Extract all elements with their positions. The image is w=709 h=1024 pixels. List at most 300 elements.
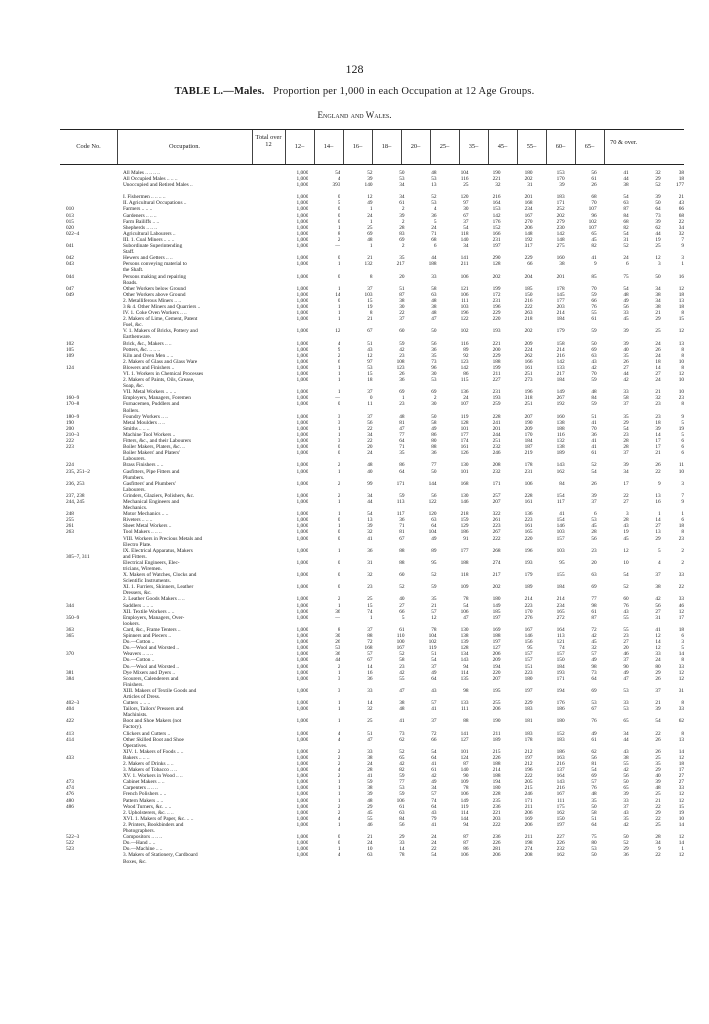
age-value-cell: 36 xyxy=(591,431,597,438)
age-value-cell: 103 xyxy=(556,547,565,554)
age-value-cell: 1 xyxy=(337,602,341,609)
age-value-cell: 231 xyxy=(492,236,501,243)
age-value-cell: 60 xyxy=(623,596,629,603)
age-value-cell: 219 xyxy=(524,450,533,457)
occupation-cell: Furnacemen, Puddlers and xyxy=(122,401,180,408)
age-value-cell: 160 xyxy=(556,255,565,262)
age-value-cell: 26 xyxy=(591,480,597,487)
total-cell: 1,000 xyxy=(296,821,309,828)
age-value-cell: 13 xyxy=(655,529,661,536)
age-value-cell: 157 xyxy=(556,651,565,658)
age-value-cell: 184 xyxy=(556,584,565,591)
age-value-cell: 61 xyxy=(591,736,597,743)
age-value-cell: 51 xyxy=(591,815,597,822)
total-cell: 1,000 xyxy=(296,316,309,323)
age-value-cell: 0 xyxy=(337,450,341,457)
age-value-cell: 24 xyxy=(655,352,661,359)
age-value-cell: 15 xyxy=(367,371,373,377)
age-value-cell: 132 xyxy=(364,261,373,268)
total-cell: 1,000 xyxy=(296,462,309,469)
header-age-20: 20– xyxy=(410,143,421,150)
header-total: Total over 12 xyxy=(255,134,282,148)
occupation-cell: I. Fishermen .. .. .. .. xyxy=(122,194,166,201)
total-cell: 1,000 xyxy=(296,200,309,207)
occupation-cell: Brick, &c., Makers .. .. xyxy=(122,340,172,347)
age-value-cell: 22 xyxy=(623,492,629,499)
age-value-cell: 27 xyxy=(655,608,661,615)
age-value-cell: 165 xyxy=(556,608,565,615)
occupation-cell: Do.—Cotton .. xyxy=(122,657,155,664)
age-value-cell: 58 xyxy=(431,419,437,426)
age-value-cell: 100 xyxy=(396,639,405,646)
age-value-cell: 13 xyxy=(678,736,684,743)
age-value-cell: 123 xyxy=(396,364,405,371)
age-value-cell: 33 xyxy=(623,797,629,804)
age-value-cell: 33 xyxy=(367,748,373,755)
age-value-cell: 31 xyxy=(527,182,533,189)
age-value-cell: 99 xyxy=(367,480,373,487)
age-value-cell: 24 xyxy=(655,340,661,347)
age-value-cell: 2 xyxy=(337,754,341,761)
age-value-cell: 63 xyxy=(399,809,405,816)
age-value-cell: 34 xyxy=(431,785,437,792)
age-value-cell: 18 xyxy=(678,291,684,298)
age-value-cell: 78 xyxy=(431,626,437,633)
age-value-cell: 55 xyxy=(367,815,373,822)
age-value-cell: 226 xyxy=(492,754,501,761)
age-value-cell: 177 xyxy=(460,547,469,554)
age-value-cell: 44 xyxy=(623,371,629,377)
age-value-cell: 57 xyxy=(431,791,437,798)
age-value-cell: 94 xyxy=(463,821,469,828)
age-value-cell: 9 xyxy=(657,846,661,853)
occupation-cell: Riveters .. .. .. xyxy=(122,517,153,524)
age-value-cell: 14 xyxy=(399,846,405,853)
age-value-cell: 12 xyxy=(367,194,373,201)
age-value-cell: 232 xyxy=(492,444,501,451)
age-value-cell: 73 xyxy=(591,669,597,676)
age-value-cell: 14 xyxy=(655,431,661,438)
code-cell xyxy=(60,859,123,865)
age-value-cell: 73 xyxy=(399,730,405,737)
age-value-cell: 246 xyxy=(492,450,501,457)
age-value-cell: 180 xyxy=(524,675,533,682)
code-cell: 015 xyxy=(66,218,74,225)
age-value-cell: 87 xyxy=(463,834,469,841)
age-value-cell: 37 xyxy=(655,572,661,579)
code-cell: 190 xyxy=(66,419,74,426)
age-value-cell: 53 xyxy=(591,846,597,853)
occupation-cell: Brass Finishers .. .. xyxy=(122,462,164,469)
occupation-cell: VIII. Workers in Precious Metals and xyxy=(122,535,203,542)
age-value-cell: 3 xyxy=(681,639,684,646)
age-value-cell: 21 xyxy=(655,310,661,317)
table-row xyxy=(60,328,684,334)
age-value-cell: 197 xyxy=(556,821,565,828)
age-value-cell: 211 xyxy=(492,371,501,377)
age-value-cell: 10 xyxy=(367,846,373,853)
age-value-cell: 188 xyxy=(460,559,469,566)
age-value-cell: 63 xyxy=(367,852,373,859)
age-value-cell: 35 xyxy=(623,352,629,359)
age-value-cell: 78 xyxy=(399,852,405,859)
age-value-cell: 5 xyxy=(681,645,684,652)
age-value-cell: 4 xyxy=(337,730,341,737)
total-cell: 1,000 xyxy=(296,730,309,737)
age-value-cell: 207 xyxy=(492,498,501,505)
code-cell: 263 xyxy=(66,529,74,536)
age-value-cell: 6 xyxy=(593,511,597,518)
age-value-cell: 32 xyxy=(367,706,373,713)
age-value-cell: 211 xyxy=(460,261,469,268)
age-value-cell xyxy=(437,859,469,865)
age-value-cell: 23 xyxy=(655,401,661,408)
age-value-cell: 13 xyxy=(678,340,684,347)
age-value-cell: 48 xyxy=(591,389,597,396)
age-value-cell: 181 xyxy=(524,718,533,725)
age-value-cell: 3 xyxy=(337,413,341,420)
age-value-cell: 267 xyxy=(492,529,501,536)
age-value-cell: 41 xyxy=(431,761,437,767)
code-cell: 486 xyxy=(66,803,74,810)
table-row xyxy=(60,213,684,219)
age-value-cell: 29 xyxy=(655,809,661,816)
age-value-cell: 211 xyxy=(524,803,533,810)
age-value-cell: 98 xyxy=(591,602,597,609)
occupation-cell: Boiler Makers, Platers, &c. .. xyxy=(122,444,185,451)
age-value-cell: 251 xyxy=(492,438,501,445)
age-value-cell: 117 xyxy=(396,511,405,518)
code-cell: 370 xyxy=(66,651,74,658)
occupation-cell: Machinists. xyxy=(122,712,148,719)
age-value-cell: 49 xyxy=(431,425,437,432)
age-value-cell: 12 xyxy=(367,352,373,359)
code-cell: 255 xyxy=(66,517,74,524)
age-value-cell: 41 xyxy=(559,511,565,518)
age-value-cell: 53 xyxy=(367,364,373,371)
age-value-cell: 86 xyxy=(463,371,469,377)
total-cell: 1,000 xyxy=(296,206,309,213)
total-cell: 1,000 xyxy=(296,803,309,810)
header-age-12: 12– xyxy=(294,143,305,150)
total-cell: 1,000 xyxy=(296,389,309,396)
table-title-description: Proportion per 1,000 in each Occupation at 12 Age Groups. xyxy=(273,86,535,97)
age-value-cell: 38 xyxy=(399,700,405,707)
total-cell: 1,000 xyxy=(296,291,309,298)
header-occupation: Occupation. xyxy=(168,143,201,150)
age-value-cell xyxy=(501,859,533,865)
age-value-cell: 39 xyxy=(623,328,629,335)
occupation-cell: Tailors, Tailors' Pressers and xyxy=(122,706,184,713)
occupation-cell: Smiths .. .. .. xyxy=(122,425,150,432)
age-value-cell: 220 xyxy=(492,669,501,676)
age-value-cell: 84 xyxy=(623,212,629,219)
age-value-cell: 10 xyxy=(623,559,629,566)
age-value-cell: 146 xyxy=(524,633,533,640)
age-value-cell: 64 xyxy=(591,675,597,682)
occupation-cell: Foundry Workers .. .. xyxy=(122,413,168,420)
total-cell: 1,000 xyxy=(296,773,309,780)
age-value-cell: 88 xyxy=(463,718,469,725)
table-row xyxy=(60,810,684,816)
age-value-cell: 121 xyxy=(556,639,565,646)
age-value-cell: 54 xyxy=(591,767,597,774)
age-value-cell: 61 xyxy=(591,450,597,457)
age-value-cell: 30 xyxy=(335,633,341,640)
table-row xyxy=(60,286,684,292)
occupation-cell: Photographers. xyxy=(122,828,155,835)
age-value-cell: 51 xyxy=(431,651,437,658)
age-value-cell: 49 xyxy=(623,297,629,304)
age-value-cell: 34 xyxy=(367,431,373,438)
age-value-cell: 35 xyxy=(623,815,629,822)
age-value-cell: 12 xyxy=(655,255,661,262)
age-value-cell: 58 xyxy=(399,657,405,664)
age-value-cell: 54 xyxy=(431,748,437,755)
occupation-cell: Mechanical Engineers and xyxy=(122,498,180,505)
age-value-cell: 76 xyxy=(623,602,629,609)
age-value-cell: 10 xyxy=(678,377,684,384)
total-cell: 1,000 xyxy=(296,444,309,451)
age-value-cell: 106 xyxy=(460,791,469,798)
age-value-cell: 51 xyxy=(367,730,373,737)
age-value-cell: 24 xyxy=(367,450,373,457)
age-value-cell: 3 xyxy=(657,261,661,268)
age-value-cell: 28 xyxy=(655,834,661,841)
age-value-cell: 279 xyxy=(556,218,565,225)
age-value-cell: 214 xyxy=(556,346,565,353)
occupation-cell: Finishers. xyxy=(122,681,144,688)
age-value-cell: 22 xyxy=(678,584,684,591)
occupation-cell: Dressers, &c. xyxy=(122,590,152,597)
age-value-cell: 67 xyxy=(591,706,597,713)
age-value-cell: 106 xyxy=(524,480,533,487)
header-age-25: 25– xyxy=(439,143,450,150)
age-value-cell: 33 xyxy=(678,663,684,670)
age-value-cell: 166 xyxy=(524,358,533,365)
occupation-cell: Employers, Managers, Over- xyxy=(122,614,185,621)
age-value-cell: 24 xyxy=(655,657,661,664)
age-value-cell: 12 xyxy=(678,371,684,377)
age-value-cell: 68 xyxy=(431,236,437,243)
total-cell: 1,000 xyxy=(296,687,309,694)
age-value-cell: 27 xyxy=(655,371,661,377)
total-cell: 1,000 xyxy=(296,852,309,859)
age-value-cell: 61 xyxy=(399,626,405,633)
age-value-cell: 57 xyxy=(431,700,437,707)
age-value-cell: 55 xyxy=(591,310,597,317)
age-value-cell: 2 xyxy=(337,803,341,810)
age-value-cell: 143 xyxy=(556,779,565,786)
age-value-cell: 29 xyxy=(399,834,405,841)
occupation-cell: lookers. xyxy=(122,620,140,627)
age-value-cell: 272 xyxy=(556,614,565,621)
age-value-cell: 134 xyxy=(460,651,469,658)
age-value-cell: 2 xyxy=(337,352,341,359)
age-value-cell: 86 xyxy=(399,462,405,469)
age-value-cell: 41 xyxy=(367,773,373,780)
age-value-cell: 199 xyxy=(492,364,501,371)
age-value-cell: 36 xyxy=(623,852,629,859)
age-value-cell: 41 xyxy=(431,706,437,713)
age-value-cell: 39 xyxy=(655,425,661,432)
age-value-cell: 189 xyxy=(556,450,565,457)
age-value-cell: 119 xyxy=(428,645,437,652)
age-value-cell: 39 xyxy=(591,492,597,499)
occupation-cell: Roads. xyxy=(122,279,138,286)
age-value-cell: 97 xyxy=(367,358,373,365)
age-value-cell: 44 xyxy=(431,255,437,262)
age-value-cell: 38 xyxy=(655,584,661,591)
age-value-cell: 153 xyxy=(556,170,565,176)
age-value-cell: 21 xyxy=(431,602,437,609)
age-value-cell xyxy=(597,859,629,865)
age-value-cell: 34 xyxy=(623,730,629,737)
age-value-cell: 81 xyxy=(399,529,405,536)
age-value-cell: 24 xyxy=(623,255,629,262)
total-cell: 1,000 xyxy=(296,651,309,658)
age-value-cell: 217 xyxy=(396,261,405,268)
table-row xyxy=(60,274,684,280)
age-value-cell: 221 xyxy=(492,809,501,816)
age-value-cell: 234 xyxy=(524,206,533,213)
age-value-cell: 39 xyxy=(623,462,629,469)
age-value-cell: 48 xyxy=(655,785,661,792)
age-value-cell: 163 xyxy=(556,754,565,761)
age-value-cell: 66 xyxy=(678,206,684,213)
age-value-cell: 57 xyxy=(431,608,437,615)
occupation-cell: II. Agricultural Occupations .. xyxy=(122,200,187,207)
age-value-cell: 255 xyxy=(492,700,501,707)
age-value-cell: 159 xyxy=(460,517,469,524)
occupation-cell: XVI. 1. Makers of Paper, &c. .. .. xyxy=(122,815,194,822)
total-cell: 1,000 xyxy=(296,346,309,353)
age-value-cell: 144 xyxy=(460,815,469,822)
age-value-cell: 193 xyxy=(556,669,565,676)
code-cell: 248 xyxy=(66,511,74,518)
age-value-cell: 183 xyxy=(556,736,565,743)
age-value-cell: 23 xyxy=(678,535,684,542)
total-cell: 1,000 xyxy=(296,255,309,262)
age-value-cell: 268 xyxy=(492,547,501,554)
age-value-cell: 13 xyxy=(678,297,684,304)
occupation-cell: Employers, Managers, Foremen xyxy=(122,395,191,402)
total-cell: 1,000 xyxy=(296,230,309,237)
total-cell: 1,000 xyxy=(296,706,309,713)
age-value-cell: 33 xyxy=(678,785,684,792)
code-cell: 261 xyxy=(66,523,74,530)
age-value-cell: 178 xyxy=(524,736,533,743)
age-value-cell: 2 xyxy=(337,596,341,603)
age-value-cell: 14 xyxy=(367,663,373,670)
age-value-cell: 61 xyxy=(399,803,405,810)
occupation-cell: 2. Makers of Glass and Glass Ware xyxy=(122,358,198,365)
age-value-cell: 142 xyxy=(492,212,501,219)
occupation-cell: French Polishers .. .. xyxy=(122,791,167,798)
age-value-cell: 50 xyxy=(431,413,437,420)
age-value-cell: 48 xyxy=(591,791,597,798)
age-value-cell: 27 xyxy=(678,779,684,786)
age-value-cell: 142 xyxy=(460,364,469,371)
age-value-cell: 2 xyxy=(337,492,341,499)
age-value-cell: 143 xyxy=(460,657,469,664)
age-value-cell: 37 xyxy=(367,413,373,420)
age-value-cell: 15 xyxy=(678,803,684,810)
age-value-cell: 65 xyxy=(591,230,597,237)
age-value-cell: 34 xyxy=(655,285,661,292)
age-value-cell: 25 xyxy=(655,754,661,761)
code-cell: 350–9 xyxy=(66,614,80,621)
age-value-cell: 77 xyxy=(431,462,437,469)
age-value-cell: 153 xyxy=(492,206,501,213)
age-value-cell: 54 xyxy=(623,194,629,201)
age-value-cell: 54 xyxy=(431,657,437,664)
table-row xyxy=(60,737,684,743)
age-value-cell: 4 xyxy=(337,852,341,859)
age-value-cell: 172 xyxy=(492,291,501,298)
age-value-cell: 39 xyxy=(655,779,661,786)
age-value-cell: 59 xyxy=(399,773,405,780)
age-value-cell: 5 xyxy=(681,431,684,438)
occupation-cell: Boxes, &c. xyxy=(122,858,147,865)
age-value-cell: 54 xyxy=(623,285,629,292)
total-cell: 1,000 xyxy=(296,834,309,841)
age-value-cell: 162 xyxy=(556,468,565,475)
age-value-cell: 82 xyxy=(623,224,629,231)
age-value-cell: 32 xyxy=(591,645,597,652)
age-value-cell: 43 xyxy=(623,523,629,530)
age-value-cell: 8 xyxy=(369,310,373,317)
total-cell: 1,000 xyxy=(296,633,309,640)
occupation-cell: 3 & 4. Other Miners and Quarriers .. xyxy=(122,303,201,310)
age-value-cell: 23 xyxy=(655,413,661,420)
occupation-cell: Carpenters .. .. .. xyxy=(122,785,158,792)
age-value-cell: 3 xyxy=(337,438,341,445)
occupation-cell: Bakers .. .. .. xyxy=(122,754,150,761)
age-value-cell: 1 xyxy=(337,224,341,231)
age-value-cell: 1 xyxy=(337,310,341,317)
age-value-cell: 71 xyxy=(431,230,437,237)
age-value-cell: 56 xyxy=(655,602,661,609)
age-value-cell: 12 xyxy=(678,852,684,859)
age-value-cell: 195 xyxy=(492,687,501,694)
age-value-cell: 109 xyxy=(460,584,469,591)
age-value-cell: 16 xyxy=(655,498,661,505)
age-value-cell: 180 xyxy=(524,170,533,176)
age-value-cell: 9 xyxy=(657,480,661,487)
age-value-cell: 0 xyxy=(337,255,341,262)
occupation-cell: XII. Textile Workers .. .. xyxy=(122,608,175,615)
age-value-cell: 236 xyxy=(492,834,501,841)
age-value-cell: 32 xyxy=(655,395,661,402)
age-value-cell: 29 xyxy=(655,176,661,183)
age-value-cell: 71 xyxy=(399,523,405,530)
occupation-cell: X. Makers of Watches, Clocks and xyxy=(122,572,197,579)
age-value-cell: 34 xyxy=(623,468,629,475)
age-value-cell: 228 xyxy=(492,413,501,420)
age-value-cell: 190 xyxy=(492,718,501,725)
occupation-cell: Shepherds .. .. .. xyxy=(122,224,157,231)
age-value-cell xyxy=(629,859,661,865)
age-value-cell: 164 xyxy=(556,773,565,780)
age-value-cell: 128 xyxy=(460,645,469,652)
age-value-cell: 12 xyxy=(678,285,684,292)
age-value-cell: 118 xyxy=(460,572,469,579)
table-row xyxy=(60,596,684,602)
occupation-cell: Persons making and repairing xyxy=(122,273,187,280)
age-value-cell: 95 xyxy=(527,645,533,652)
age-value-cell: 67 xyxy=(399,535,405,542)
